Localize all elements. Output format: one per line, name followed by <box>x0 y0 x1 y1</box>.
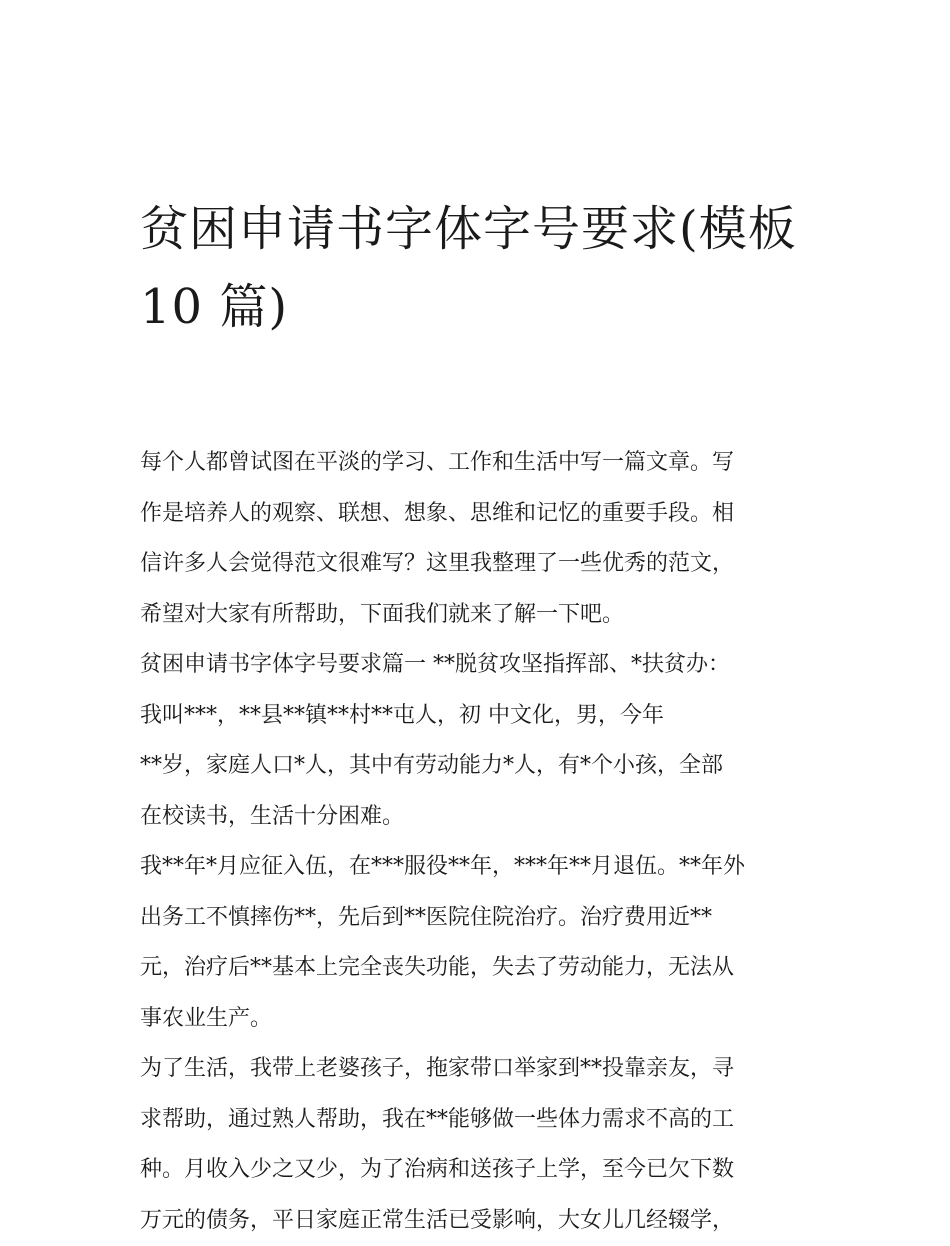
paragraph-application-opening: 贫困申请书字体字号要求篇一 **脱贫攻坚指挥部、*扶贫办： 我叫***，**县**镇**村**屯人，初 中文化，男，今年 **岁，家庭人口*人，其中有劳动能力*人，有*个小孩，全部 在校读书，生活十分困难。 <box>140 652 730 829</box>
document-body <box>140 112 812 1246</box>
document-title <box>140 112 812 424</box>
document-title-text: 贫困申请书字体字号要求(模板 10 篇) <box>140 201 797 335</box>
paragraph-intro: 每个人都曾试图在平淡的学习、工作和生活中写一篇文章。写 作是培养人的观察、联想、想象、思维和记忆的重要手段。相 信许多人会觉得范文很难写？这里我整理了一些优秀的范文， 希望对大家有所帮助，下面我们就来了解一下吧。 <box>140 450 735 627</box>
paragraph-living-hardship: 为了生活，我带上老婆孩子，拖家带口举家到**投靠亲友，寻 求帮助，通过熟人帮助，我在**能够做一些体力需求不高的工 种。月收入少之又少，为了治病和送孩子上学，至今已欠下数 万元的债务，平日家庭正常生活已受影响，大女儿几经辍学， <box>140 1056 735 1233</box>
paragraph-injury-history: 我**年*月应征入伍，在***服役**年，***年**月退伍。**年外 出务工不慎摔伤**，先后到**医院住院治疗。治疗费用近** 元，治疗后**基本上完全丧失功能，失去了劳动能力，无法从 事农业生产。 <box>140 854 746 1031</box>
